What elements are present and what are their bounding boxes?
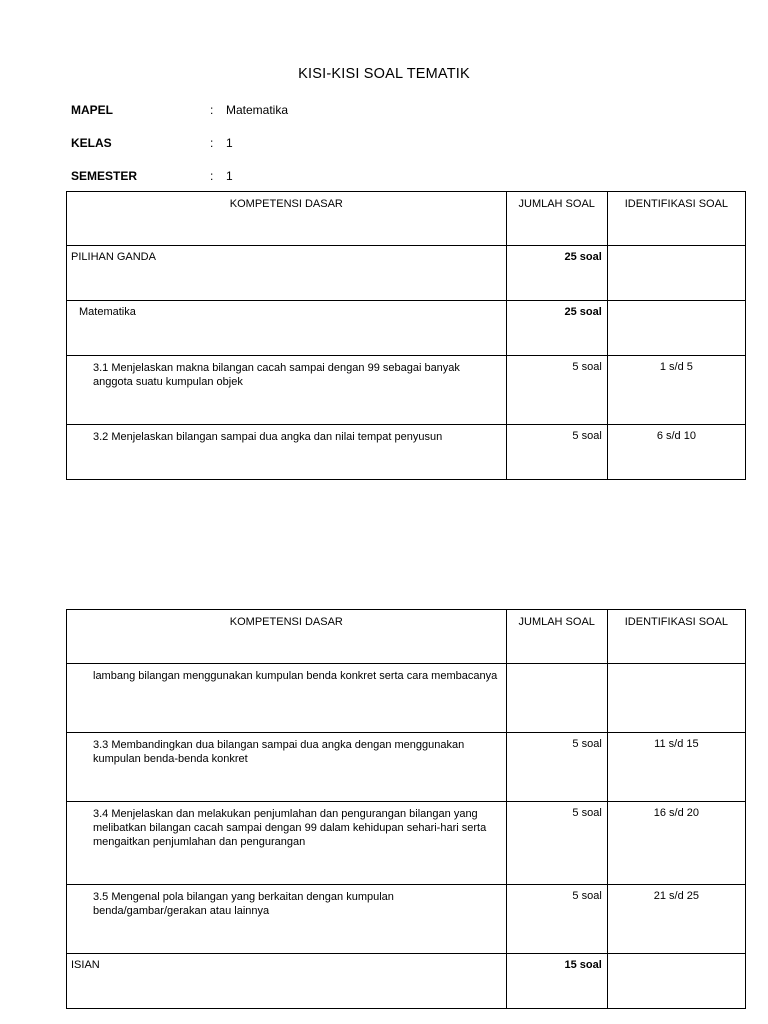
header-identifikasi-soal: IDENTIFIKASI SOAL bbox=[607, 192, 745, 246]
kisi-kisi-table-1 bbox=[66, 191, 746, 480]
table-row bbox=[67, 664, 746, 733]
header-kompetensi-dasar: KOMPETENSI DASAR bbox=[67, 610, 507, 664]
kd-cell: 3.3 Membandingkan dua bilangan sampai dua angka dengan menggunakan kumpulan benda-benda konkret bbox=[67, 733, 507, 802]
identifikasi-cell bbox=[607, 954, 745, 1009]
table-row bbox=[67, 246, 746, 301]
meta-colon: : bbox=[210, 103, 214, 117]
kd-cell: Matematika bbox=[67, 301, 507, 356]
meta-label-semester: SEMESTER bbox=[71, 169, 138, 183]
jumlah-cell: 5 soal bbox=[506, 356, 607, 425]
header-identifikasi-soal: IDENTIFIKASI SOAL bbox=[607, 610, 745, 664]
meta-colon: : bbox=[210, 169, 214, 183]
kisi-kisi-table-2 bbox=[66, 609, 746, 1009]
jumlah-cell: 25 soal bbox=[506, 246, 607, 301]
identifikasi-cell bbox=[607, 301, 745, 356]
kd-cell: 3.5 Mengenal pola bilangan yang berkaitan dengan kumpulan benda/gambar/gerakan atau lainnya bbox=[67, 885, 507, 954]
jumlah-cell: 5 soal bbox=[506, 802, 607, 885]
identifikasi-cell: 21 s/d 25 bbox=[607, 885, 745, 954]
jumlah-cell: 25 soal bbox=[506, 301, 607, 356]
header-kompetensi-dasar: KOMPETENSI DASAR bbox=[67, 192, 507, 246]
jumlah-cell: 5 soal bbox=[506, 425, 607, 480]
jumlah-cell bbox=[506, 664, 607, 733]
identifikasi-cell: 6 s/d 10 bbox=[607, 425, 745, 480]
identifikasi-cell: 1 s/d 5 bbox=[607, 356, 745, 425]
kd-cell: 3.1 Menjelaskan makna bilangan cacah sampai dengan 99 sebagai banyak anggota suatu kumpulan objek bbox=[67, 356, 507, 425]
identifikasi-cell: 16 s/d 20 bbox=[607, 802, 745, 885]
table-row bbox=[67, 885, 746, 954]
meta-value-kelas: 1 bbox=[226, 136, 233, 150]
table-row bbox=[67, 356, 746, 425]
meta-label-kelas: KELAS bbox=[71, 136, 112, 150]
meta-label-mapel: MAPEL bbox=[71, 103, 113, 117]
jumlah-cell: 15 soal bbox=[506, 954, 607, 1009]
table-header-row bbox=[67, 610, 746, 664]
table-row bbox=[67, 425, 746, 480]
identifikasi-cell: 11 s/d 15 bbox=[607, 733, 745, 802]
meta-colon: : bbox=[210, 136, 214, 150]
identifikasi-cell bbox=[607, 664, 745, 733]
document-title: KISI-KISI SOAL TEMATIK bbox=[298, 66, 470, 82]
table-row bbox=[67, 802, 746, 885]
kd-cell: 3.2 Menjelaskan bilangan sampai dua angka dan nilai tempat penyusun bbox=[67, 425, 507, 480]
table-row bbox=[67, 733, 746, 802]
header-jumlah-soal: JUMLAH SOAL bbox=[506, 610, 607, 664]
table-row bbox=[67, 954, 746, 1009]
kd-cell: PILIHAN GANDA bbox=[67, 246, 507, 301]
meta-value-mapel: Matematika bbox=[226, 103, 289, 117]
table-row bbox=[67, 301, 746, 356]
kd-cell: lambang bilangan menggunakan kumpulan benda konkret serta cara membacanya bbox=[67, 664, 507, 733]
jumlah-cell: 5 soal bbox=[506, 733, 607, 802]
kd-cell: ISIAN bbox=[67, 954, 507, 1009]
meta-value-semester: 1 bbox=[226, 169, 233, 183]
identifikasi-cell bbox=[607, 246, 745, 301]
header-jumlah-soal: JUMLAH SOAL bbox=[506, 192, 607, 246]
table-header-row bbox=[67, 192, 746, 246]
kd-cell: 3.4 Menjelaskan dan melakukan penjumlahan dan pengurangan bilangan yang melibatkan bilangan cacah sampai dengan 99 dalam kehidupan sehari-hari serta mengaitkan penjumlahan dan pengurangan bbox=[67, 802, 507, 885]
jumlah-cell: 5 soal bbox=[506, 885, 607, 954]
